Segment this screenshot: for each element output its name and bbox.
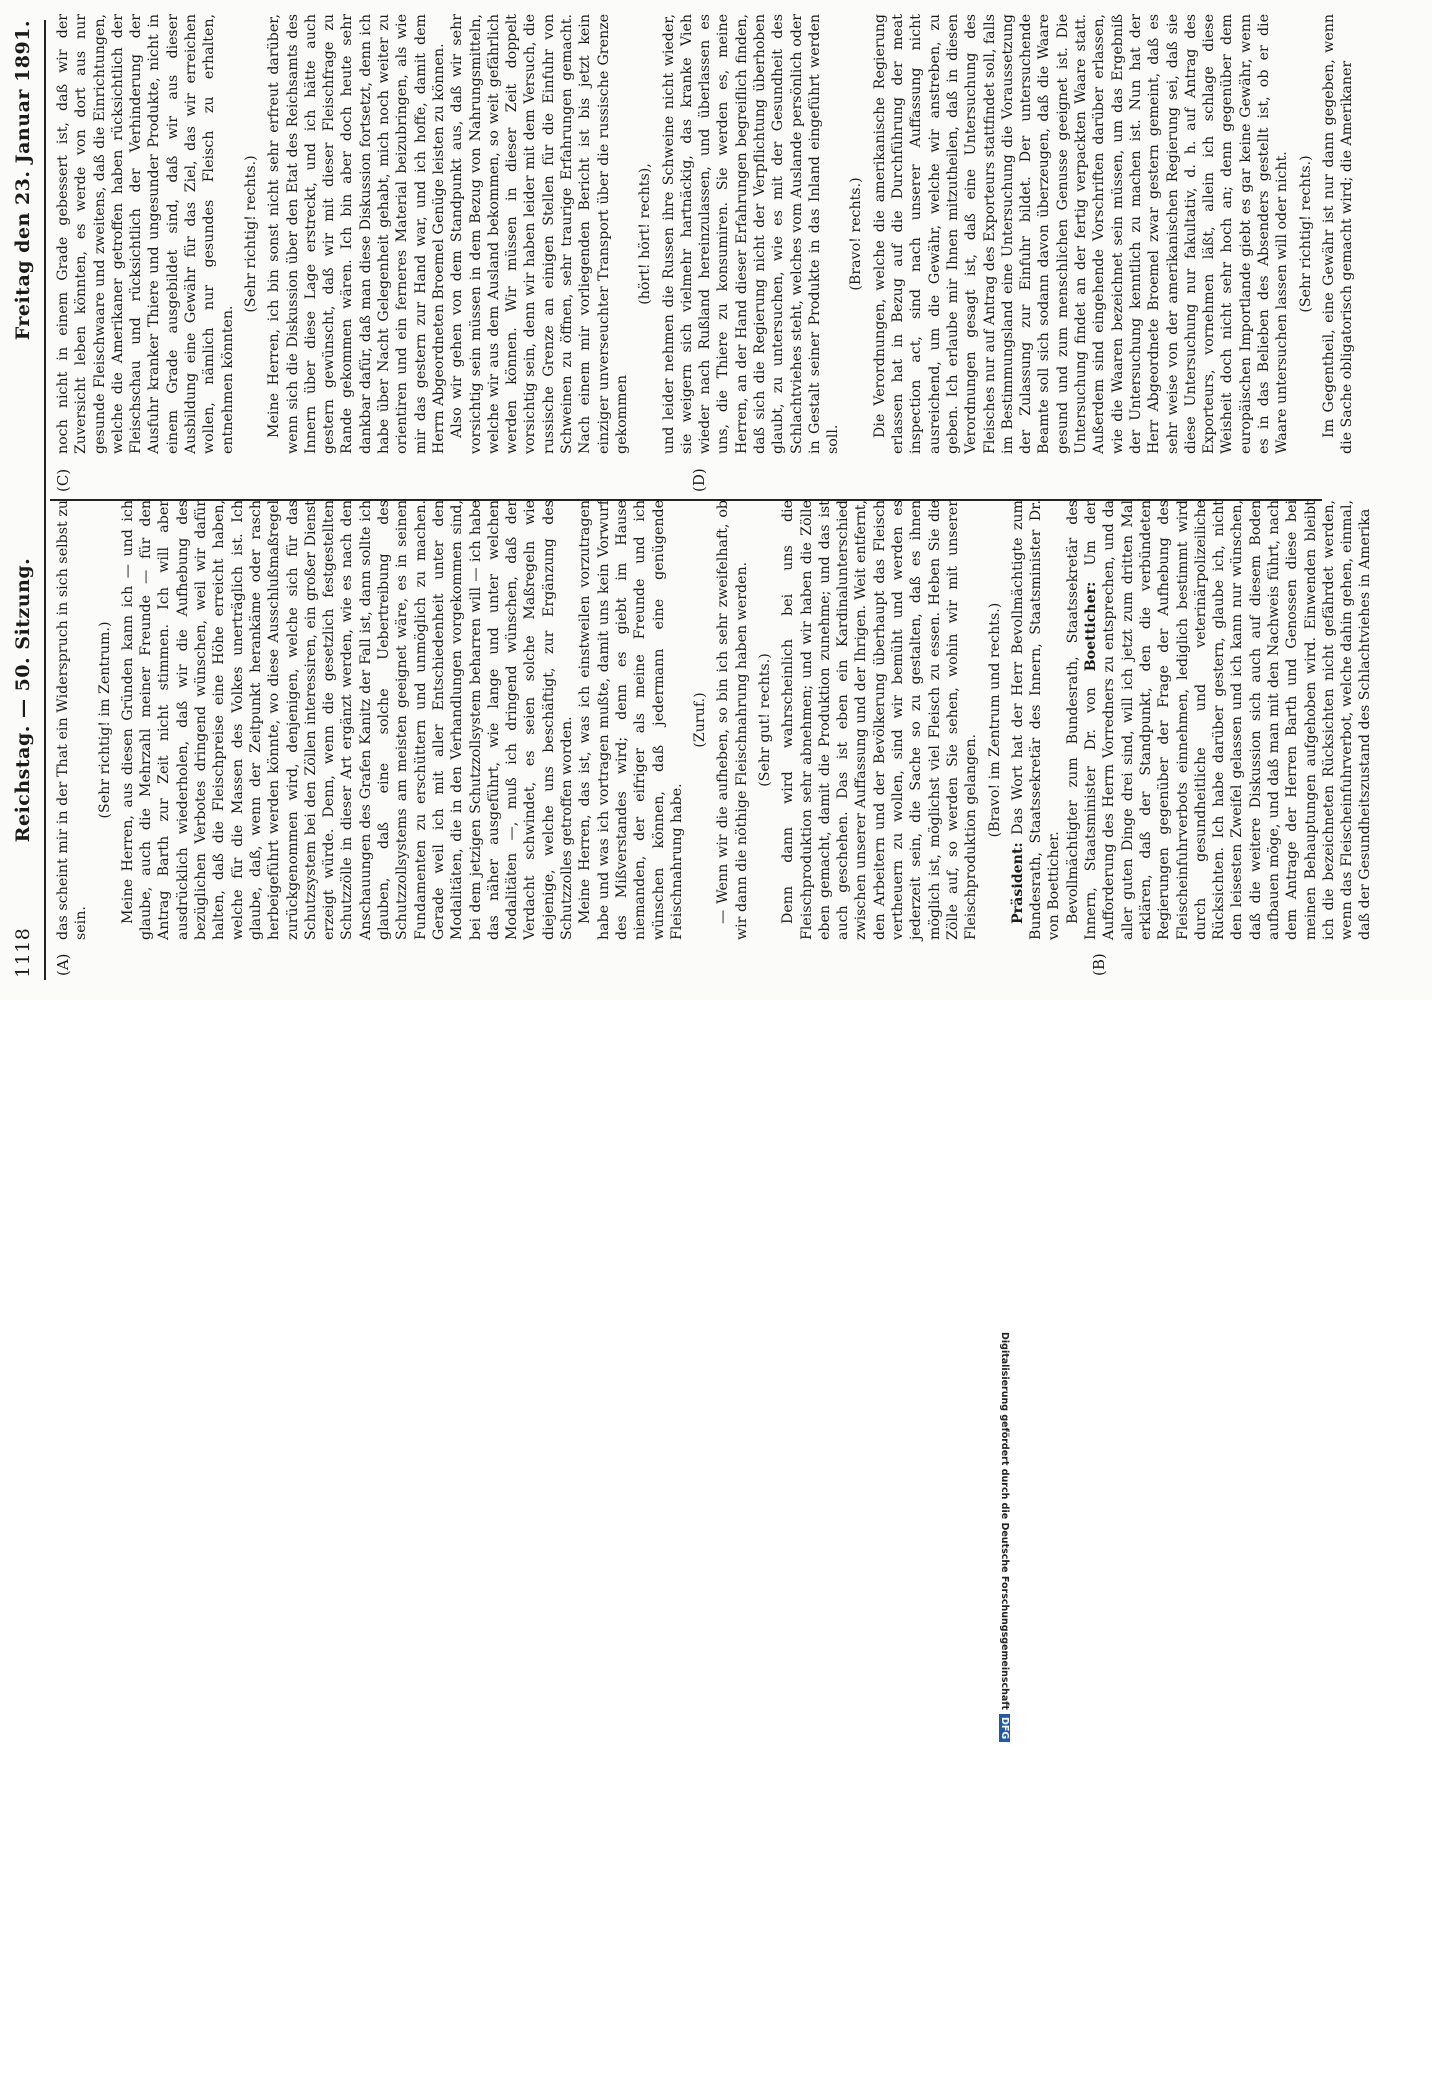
interjection: (Zuruf.) bbox=[692, 692, 709, 748]
page-header bbox=[10, 20, 40, 980]
paragraph: Also wir gehen von dem Standpunkt aus, daß wir sehr vorsichtig sein müssen in dem Bezug von Nahrungsmitteln, welche wir aus dem Ausland bekommen, so weit gefährlich werden können. Wir müssen in dieser Zeit doppelt vorsichtig sein, denn wir haben leider mit dem Versuch, die russische Grenze an einigen Stellen für die Einfuhr von Schweinen zu öffnen, sehr traurige Erfahrungen gemacht. Nach einem mir vorliegenden Bericht ist bis jetzt kein einziger unverseuchter Transport über die russische Grenze gekommen bbox=[449, 14, 630, 454]
interjection: (Sehr gut! rechts.) bbox=[756, 653, 773, 787]
paragraph: Meine Herren, das ist, was ich einstweilen vorzutragen habe und was ich vortragen mußte, damit uns kein Vorwurf des Mißverstandes wird; denn es giebt im Hause niemanden, der eifriger als meine Freunde und ich wünschen können, daß jedermann eine genügende Fleischnahrung habe. bbox=[577, 500, 685, 940]
interjection: (Bravo! rechts.) bbox=[848, 177, 865, 291]
paragraph-text: Bevollmächtigter zum Bundesrath, Staatssekretär des Innern, Staatsminister Dr. von bbox=[1064, 500, 1100, 940]
interjection: (Sehr richtig! im Zentrum.) bbox=[96, 621, 113, 819]
margin-mark-a: (A) bbox=[54, 953, 72, 976]
digitization-credit bbox=[990, 1332, 1010, 2092]
paragraph: — Wenn wir die aufheben, so bin ich sehr zweifelhaft, ob wir dann die nöthige Fleischnahrung haben werden. bbox=[715, 500, 750, 940]
paragraph bbox=[1064, 500, 1375, 940]
paragraph: noch nicht in einem Grade gebessert ist, daß wir der Zuversicht leben könnten, es werde von dort aus nur gesunde Fleischwaare und zweitens, daß die Einrichtungen, welche die Amerikaner getroffen haben rücksichtlich der Fleischschau und rücksichtlich der Verhinderung der Ausfuhr kranker Thiere und ungesunder Produkte, nicht in einem Grade ausgebildet sind, daß wir aus dieser Ausbildung eine Gewähr für das Ziel, das wir erreichen wollen, nämlich nur gesundes Fleisch zu erhalten, entnehmen könnten. bbox=[55, 14, 236, 454]
dfg-logo: DFG bbox=[999, 1714, 1010, 1742]
page-number: 1118 bbox=[12, 927, 34, 978]
paragraph: Meine Herren, ich bin sonst nicht sehr erfreut darüber, wenn sich die Diskussion über den Etat des Reichsamts des Innern über diese Lage erstreckt, und ich hätte auch gestern gewünscht, daß wir mit dieser Fleischfrage zu Rande gekommen wären. Ich bin aber doch heute sehr dankbar dafür, daß man diese Diskussion fortsetzt, denn ich habe über Nacht Gelegenheit gehabt, mich noch weiter zu orientiren und ein ferneres Material beizubringen, als wie mir das gestern zur Hand war, und ich hoffe, damit dem Herrn Abgeordneten Broemel Genüge leisten zu können. bbox=[266, 14, 447, 454]
margin-mark-c: (C) bbox=[54, 468, 72, 492]
session-title: Reichstag. — 50. Sitzung. bbox=[12, 557, 34, 843]
paragraph bbox=[1009, 500, 1064, 940]
paragraph-text: Um der Aufforderung des Herrn Vorredners zu entsprechen, und da aller guten Dinge drei sind, will ich jetzt zum dritten Mal erklären, daß der Standpunkt, den die verbündeten Regierungen gegenüber der Frage der Aufhebung des Fleischeinfuhrverbots einnehmen, lediglich bestimmt wird durch gesundheitliche und veterinärpolizeiliche Rücksichten. Ich habe darüber gestern, glaube ich, nicht den leisesten Zweifel gelassen und ich kann nur wünschen, daß die weitere Diskussion sich auch auf diesem Boden aufbauen möge, und daß man mit den Nachweis führt, nach dem Antrage der Herren Barth und Genossen diese bei meinen Behauptungen aufgehoben wird. Einwenden bleibt ich die bezeichneten Rücksichten nicht gefährdet werden, wenn das Fleischeinfuhrverbot, welche dahin gehen, einmal, daß der Gesundheitszustand des Schlachtviehes in Amerika bbox=[1083, 500, 1374, 940]
rotated-page bbox=[0, 0, 1432, 1000]
credit-text: Digitalisierung gefördert durch die Deutsche Forschungsgemeinschaft bbox=[999, 1332, 1010, 1710]
paragraph: Im Gegentheil, eine Gewähr ist nur dann gegeben, wenn die Sache obligatorisch gemacht wird; die Amerikaner bbox=[1320, 14, 1356, 454]
paragraph: Die Verordnungen, welche die amerikanische Regierung erlassen hat in Bezug auf die Durchführung der meat inspection act, sind nach unserer Auffassung nicht ausreichend, um die Gewähr, welche wir anstreben, zu geben. Ich erlaube mir Ihnen mitzutheilen, daß in diesen Verordnungen gesagt ist, daß eine Untersuchung des Fleisches nur auf Antrag des Exporteurs stattfindet soll, falls im Bestimmungsland eine Untersuchung die Voraussetzung der Zulassung zur Einfuhr bildet. Der untersuchende Beamte soll sich sodann davon überzeugen, daß die Waare gesund und zum menschlichen Genusse geeignet ist. Die Untersuchung findet an der fertig verpackten Waare statt. Außerdem sind eingehende Vorschriften darüber erlassen, wie die Waaren bezeichnet sein müssen, um das Ergebniß der Untersuchung kenntlich zu machen ist. Nun hat der Herr Abgeordnete Broemel zwar gestern gemeint, daß es sehr weise von der amerikanischen Regierung sei, daß sie diese Untersuchung nur fakultativ, d. h. auf Antrag des Exporteurs, vornehmen läßt, allein ich schlage diese Weisheit doch nicht sehr hoch an; denn gegenüber dem europäischen Importlande giebt es gar keine Gewähr, wenn es in das Belieben des Absenders gestellt ist, ob er die Waare untersuchen lassen will oder nicht. bbox=[871, 14, 1291, 454]
paragraph: das scheint mir in der That ein Widerspruch in sich selbst zu sein. bbox=[55, 500, 90, 940]
right-column bbox=[54, 14, 1356, 454]
speaker-label: Präsident: bbox=[1009, 842, 1026, 924]
interjection: (Sehr richtig! rechts.) bbox=[1297, 155, 1314, 313]
session-date: Freitag den 23. Januar 1891. bbox=[12, 20, 34, 341]
interjection: (Bravo! im Zentrum und rechts.) bbox=[986, 602, 1003, 838]
paragraph: Meine Herren, aus diesen Gründen kann ich — und ich glaube, auch die Mehrzahl meiner Freunde — für den Antrag Barth zur Zeit nicht stimmen. Ich will aber ausdrücklich wiederholen, daß wir die Aufhebung des bezüglichen Verbotes dringend wünschen, weil wir dafür halten, daß die Fleischpreise eine Höhe erreicht haben, welche für die Massen des Volkes unerträglich ist. Ich glaube, daß, wenn der Zeitpunkt herankäme oder rasch herbeigeführt werden könnte, wo diese Ausschlußmaßregel zurückgenommen wird, denjenigen, welche sich für das Schutzsystem bei den Zöllen interessiren, ein großer Dienst erzeigt würde. Denn, wenn die gesetzlich festgestellten Schutzzölle in dieser Art ergänzt werden, wie es nach den Anschauungen des Grafen Kanitz der Fall ist, dann sollte ich glauben, daß eine solche Uebertreibung des Schutzzollsystems am meisten geeignet wäre, es in seinen Fundamenten zu erschüttern und unmöglich zu machen. Gerade weil ich mit aller Entschiedenheit unter den Modalitäten, die in den Verhandlungen vorgekommen sind, bei dem jetzigen Schutzzollsystem beharren will — ich habe das näher ausgeführt, wie lange und unter welchen Modalitäten —, muß ich dringend wünschen, daß der Verdacht schwindet, es seien solche Maßregeln wie diejenige, welche uns beschäftigt, zur Ergänzung des Schutzzolles getroffen worden. bbox=[119, 500, 576, 940]
margin-mark-b: (B) bbox=[1090, 953, 1108, 976]
interjection: (hört! hört! rechts), bbox=[637, 163, 654, 305]
paragraph: und leider nehmen die Russen ihre Schweine nicht wieder, sie weigern sich vielmehr hartnäckig, das kranke Vieh wieder nach Rußland hereinzulassen, und überlassen es uns, die Thiere zu konsumiren. Sie werden es, meine Herren, an der Hand dieser Erfahrungen begreiflich finden, daß sich die Regierung nicht der Verpflichtung überhoben glaubt, zu untersuchen, wie es mit der Gesundheit des Schlachtviehes steht, welches vom Auslande persönlich oder in Gestalt seiner Produkte in das Inland eingeführt werden soll. bbox=[660, 14, 842, 454]
interjection: (Sehr richtig! rechts.) bbox=[242, 155, 259, 313]
left-column bbox=[54, 499, 1374, 940]
header-rule bbox=[44, 20, 46, 980]
paragraph: Denn dann wird wahrscheinlich bei uns die Fleischproduktion sehr abnehmen; und wir haben die Zölle eben gemacht, damit die Produktion zunehme; und das ist auch geschehen. Das ist eben ein Kardinalunterschied zwischen unserer Auffassung und der Ihrigen. Weit entfernt, den Arbeitern und der Bevölkerung überhaupt das Fleisch vertheuern zu wollen, sind wir bemüht und werden es jederzeit sein, die Sache so zu gestalten, daß es ihnen möglich ist, möglichst viel Fleisch zu essen. Heben Sie die Zölle auf, so werden Sie sehen, wohin wir mit unserer Fleischproduktion gelangen. bbox=[780, 500, 980, 940]
margin-mark-d: (D) bbox=[690, 468, 708, 492]
speaker-label: Boetticher: bbox=[1083, 581, 1100, 672]
paragraph-text: Das Wort hat der Herr Bevollmächtigte zum Bundesrath, Staatssekretär des Innern, Staatsminister Dr. von Boetticher. bbox=[1009, 499, 1063, 940]
